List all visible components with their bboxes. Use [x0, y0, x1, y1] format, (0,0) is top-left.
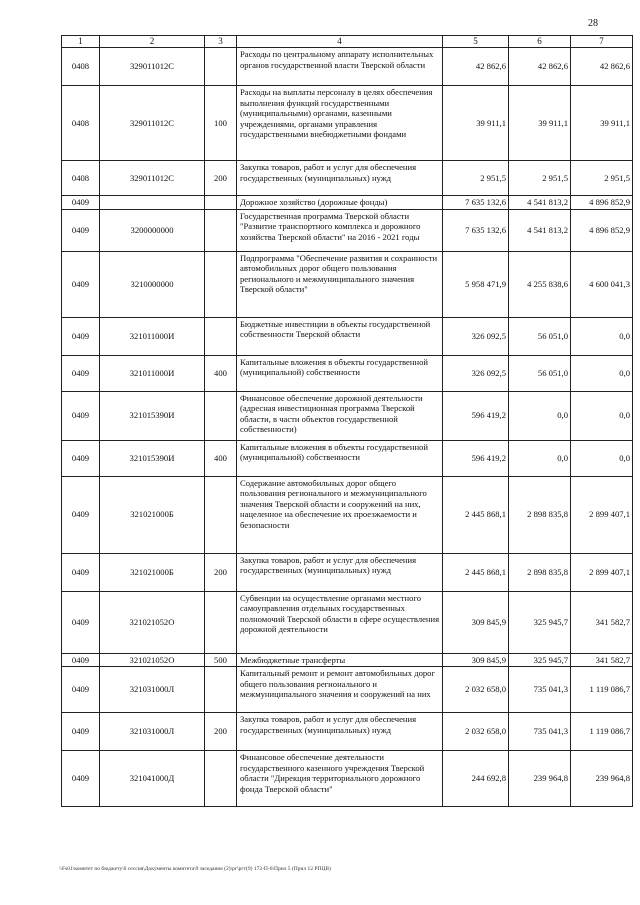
amount-year1-cell: 5 958 471,9: [443, 251, 509, 317]
description-cell: Финансовое обеспечение дорожной деятельности (адресная инвестиционная программа Тверской области, в части объектов государственной собственности): [237, 391, 443, 440]
target-article-cell: 321015390И: [100, 391, 205, 440]
section-code-cell: 0409: [62, 553, 100, 591]
description-cell: Финансовое обеспечение деятельности государственного казенного учреждения Тверской области "Дирекция территориального дорожного фонда Тверской области": [237, 751, 443, 807]
expense-type-cell: 400: [205, 355, 237, 391]
section-code-cell: 0409: [62, 476, 100, 553]
amount-year1-cell: 2 445 868,1: [443, 553, 509, 591]
table-row: [62, 355, 633, 391]
table-row: [62, 653, 633, 667]
description-cell: Капитальные вложения в объекты государственной (муниципальной) собственности: [237, 440, 443, 476]
description-cell: Расходы по центральному аппарату исполнительных органов государственной власти Тверской области: [237, 48, 443, 86]
file-path-footer: \\Fs01\комитет по бюджету\6 сессия\Документы комитета\9 заседание (2)\рг\ргт(9) 172-П-6\Прил 5 (Прил 12 РПЦВ): [59, 866, 331, 872]
description-cell: Дорожное хозяйство (дорожные фонды): [237, 196, 443, 210]
amount-year1-cell: 326 092,5: [443, 355, 509, 391]
amount-year2-cell: 4 541 813,2: [509, 209, 571, 251]
column-header: 6: [509, 36, 571, 48]
description-cell: Расходы на выплаты персоналу в целях обеспечения выполнения функций государственными (муниципальными) органами, казенными учреждениями, органами управления государственными внебюджетными фондами: [237, 86, 443, 161]
expense-type-cell: 200: [205, 161, 237, 196]
table-row: [62, 209, 633, 251]
column-header: 3: [205, 36, 237, 48]
description-cell: Подпрограмма "Обеспечение развития и сохранности автомобильных дорог общего пользования регионального и межмуниципального значения Тверской области": [237, 251, 443, 317]
amount-year3-cell: 1 119 086,7: [571, 667, 633, 713]
expense-type-cell: [205, 667, 237, 713]
amount-year3-cell: 0,0: [571, 391, 633, 440]
expense-type-cell: [205, 48, 237, 86]
section-code-cell: 0409: [62, 317, 100, 355]
expense-type-cell: [205, 476, 237, 553]
section-code-cell: 0408: [62, 86, 100, 161]
amount-year1-cell: 39 911,1: [443, 86, 509, 161]
amount-year2-cell: 325 945,7: [509, 653, 571, 667]
amount-year2-cell: 56 051,0: [509, 355, 571, 391]
amount-year2-cell: 325 945,7: [509, 591, 571, 653]
table-row: [62, 713, 633, 751]
target-article-cell: 321021000Б: [100, 476, 205, 553]
amount-year2-cell: 42 862,6: [509, 48, 571, 86]
expense-type-cell: [205, 751, 237, 807]
column-header: 2: [100, 36, 205, 48]
target-article-cell: 329011012С: [100, 161, 205, 196]
amount-year1-cell: 596 419,2: [443, 391, 509, 440]
description-cell: Межбюджетные трансферты: [237, 653, 443, 667]
table-row: [62, 317, 633, 355]
amount-year3-cell: 42 862,6: [571, 48, 633, 86]
amount-year3-cell: 0,0: [571, 355, 633, 391]
table-row: [62, 391, 633, 440]
amount-year3-cell: 239 964,8: [571, 751, 633, 807]
section-code-cell: 0409: [62, 391, 100, 440]
table-row: [62, 751, 633, 807]
amount-year2-cell: 2 951,5: [509, 161, 571, 196]
amount-year1-cell: 596 419,2: [443, 440, 509, 476]
target-article-cell: 321015390И: [100, 440, 205, 476]
amount-year1-cell: 326 092,5: [443, 317, 509, 355]
amount-year1-cell: 2 032 658,0: [443, 713, 509, 751]
target-article-cell: 321011000И: [100, 355, 205, 391]
amount-year3-cell: 39 911,1: [571, 86, 633, 161]
expense-type-cell: 200: [205, 713, 237, 751]
expense-type-cell: [205, 251, 237, 317]
amount-year1-cell: 2 951,5: [443, 161, 509, 196]
description-cell: Субвенции на осуществление органами местного самоуправления отдельных государственных полномочий Тверской области в сфере осуществления дорожной деятельности: [237, 591, 443, 653]
target-article-cell: 329011012С: [100, 86, 205, 161]
table-row: [62, 196, 633, 210]
target-article-cell: 329011012С: [100, 48, 205, 86]
amount-year1-cell: 244 692,8: [443, 751, 509, 807]
section-code-cell: 0409: [62, 713, 100, 751]
column-header: 4: [237, 36, 443, 48]
amount-year2-cell: 4 541 813,2: [509, 196, 571, 210]
amount-year1-cell: 2 445 868,1: [443, 476, 509, 553]
amount-year2-cell: 735 041,3: [509, 713, 571, 751]
section-code-cell: 0408: [62, 161, 100, 196]
expense-type-cell: [205, 391, 237, 440]
section-code-cell: 0408: [62, 48, 100, 86]
amount-year3-cell: 0,0: [571, 317, 633, 355]
section-code-cell: 0409: [62, 355, 100, 391]
description-cell: Содержание автомобильных дорог общего пользования регионального и межмуниципального значения Тверской области и сооружений на них, нацеленное на обеспечение их проезжаемости и безопасности: [237, 476, 443, 553]
amount-year2-cell: 239 964,8: [509, 751, 571, 807]
target-article-cell: 321021052О: [100, 591, 205, 653]
amount-year3-cell: 341 582,7: [571, 653, 633, 667]
budget-table: [61, 35, 633, 807]
table-row: [62, 251, 633, 317]
target-article-cell: 321021000Б: [100, 553, 205, 591]
description-cell: Государственная программа Тверской области "Развитие транспортного комплекса и дорожного хозяйства Тверской области" на 2016 - 2021 годы: [237, 209, 443, 251]
target-article-cell: 321031000Л: [100, 713, 205, 751]
expense-type-cell: [205, 196, 237, 210]
amount-year2-cell: 0,0: [509, 440, 571, 476]
amount-year3-cell: 0,0: [571, 440, 633, 476]
table-row: [62, 48, 633, 86]
description-cell: Капитальный ремонт и ремонт автомобильных дорог общего пользования регионального и межмуниципального значения и сооружений на них: [237, 667, 443, 713]
amount-year3-cell: 4 896 852,9: [571, 209, 633, 251]
amount-year1-cell: 7 635 132,6: [443, 196, 509, 210]
expense-type-cell: [205, 209, 237, 251]
section-code-cell: 0409: [62, 251, 100, 317]
target-article-cell: 3200000000: [100, 209, 205, 251]
amount-year2-cell: 4 255 838,6: [509, 251, 571, 317]
expense-type-cell: 500: [205, 653, 237, 667]
description-cell: Закупка товаров, работ и услуг для обеспечения государственных (муниципальных) нужд: [237, 553, 443, 591]
amount-year1-cell: 7 635 132,6: [443, 209, 509, 251]
amount-year2-cell: 0,0: [509, 391, 571, 440]
column-header: 1: [62, 36, 100, 48]
expense-type-cell: 100: [205, 86, 237, 161]
page-number: 28: [588, 18, 598, 29]
target-article-cell: 321011000И: [100, 317, 205, 355]
amount-year3-cell: 2 899 407,1: [571, 553, 633, 591]
amount-year3-cell: 2 951,5: [571, 161, 633, 196]
amount-year2-cell: 56 051,0: [509, 317, 571, 355]
amount-year3-cell: 4 600 041,3: [571, 251, 633, 317]
expense-type-cell: 200: [205, 553, 237, 591]
table-row: [62, 86, 633, 161]
section-code-cell: 0409: [62, 653, 100, 667]
column-header: 5: [443, 36, 509, 48]
expense-type-cell: [205, 591, 237, 653]
section-code-cell: 0409: [62, 751, 100, 807]
amount-year3-cell: 341 582,7: [571, 591, 633, 653]
amount-year2-cell: 2 898 835,8: [509, 553, 571, 591]
expense-type-cell: [205, 317, 237, 355]
expense-type-cell: 400: [205, 440, 237, 476]
description-cell: Закупка товаров, работ и услуг для обеспечения государственных (муниципальных) нужд: [237, 713, 443, 751]
section-code-cell: 0409: [62, 440, 100, 476]
section-code-cell: 0409: [62, 591, 100, 653]
amount-year1-cell: 2 032 658,0: [443, 667, 509, 713]
amount-year1-cell: 309 845,9: [443, 591, 509, 653]
amount-year1-cell: 42 862,6: [443, 48, 509, 86]
section-code-cell: 0409: [62, 196, 100, 210]
description-cell: Бюджетные инвестиции в объекты государственной собственности Тверской области: [237, 317, 443, 355]
amount-year3-cell: 2 899 407,1: [571, 476, 633, 553]
target-article-cell: [100, 196, 205, 210]
column-header: 7: [571, 36, 633, 48]
amount-year2-cell: 2 898 835,8: [509, 476, 571, 553]
section-code-cell: 0409: [62, 209, 100, 251]
description-cell: Закупка товаров, работ и услуг для обеспечения государственных (муниципальных) нужд: [237, 161, 443, 196]
table-row: [62, 161, 633, 196]
section-code-cell: 0409: [62, 667, 100, 713]
table-row: [62, 553, 633, 591]
target-article-cell: 321031000Л: [100, 667, 205, 713]
amount-year2-cell: 735 041,3: [509, 667, 571, 713]
target-article-cell: 321021052О: [100, 653, 205, 667]
table-header-row: [62, 36, 633, 48]
table-row: [62, 440, 633, 476]
amount-year2-cell: 39 911,1: [509, 86, 571, 161]
amount-year3-cell: 4 896 852,9: [571, 196, 633, 210]
table-row: [62, 591, 633, 653]
target-article-cell: 321041000Д: [100, 751, 205, 807]
amount-year3-cell: 1 119 086,7: [571, 713, 633, 751]
table-row: [62, 476, 633, 553]
table-row: [62, 667, 633, 713]
amount-year1-cell: 309 845,9: [443, 653, 509, 667]
target-article-cell: 3210000000: [100, 251, 205, 317]
description-cell: Капитальные вложения в объекты государственной (муниципальной) собственности: [237, 355, 443, 391]
